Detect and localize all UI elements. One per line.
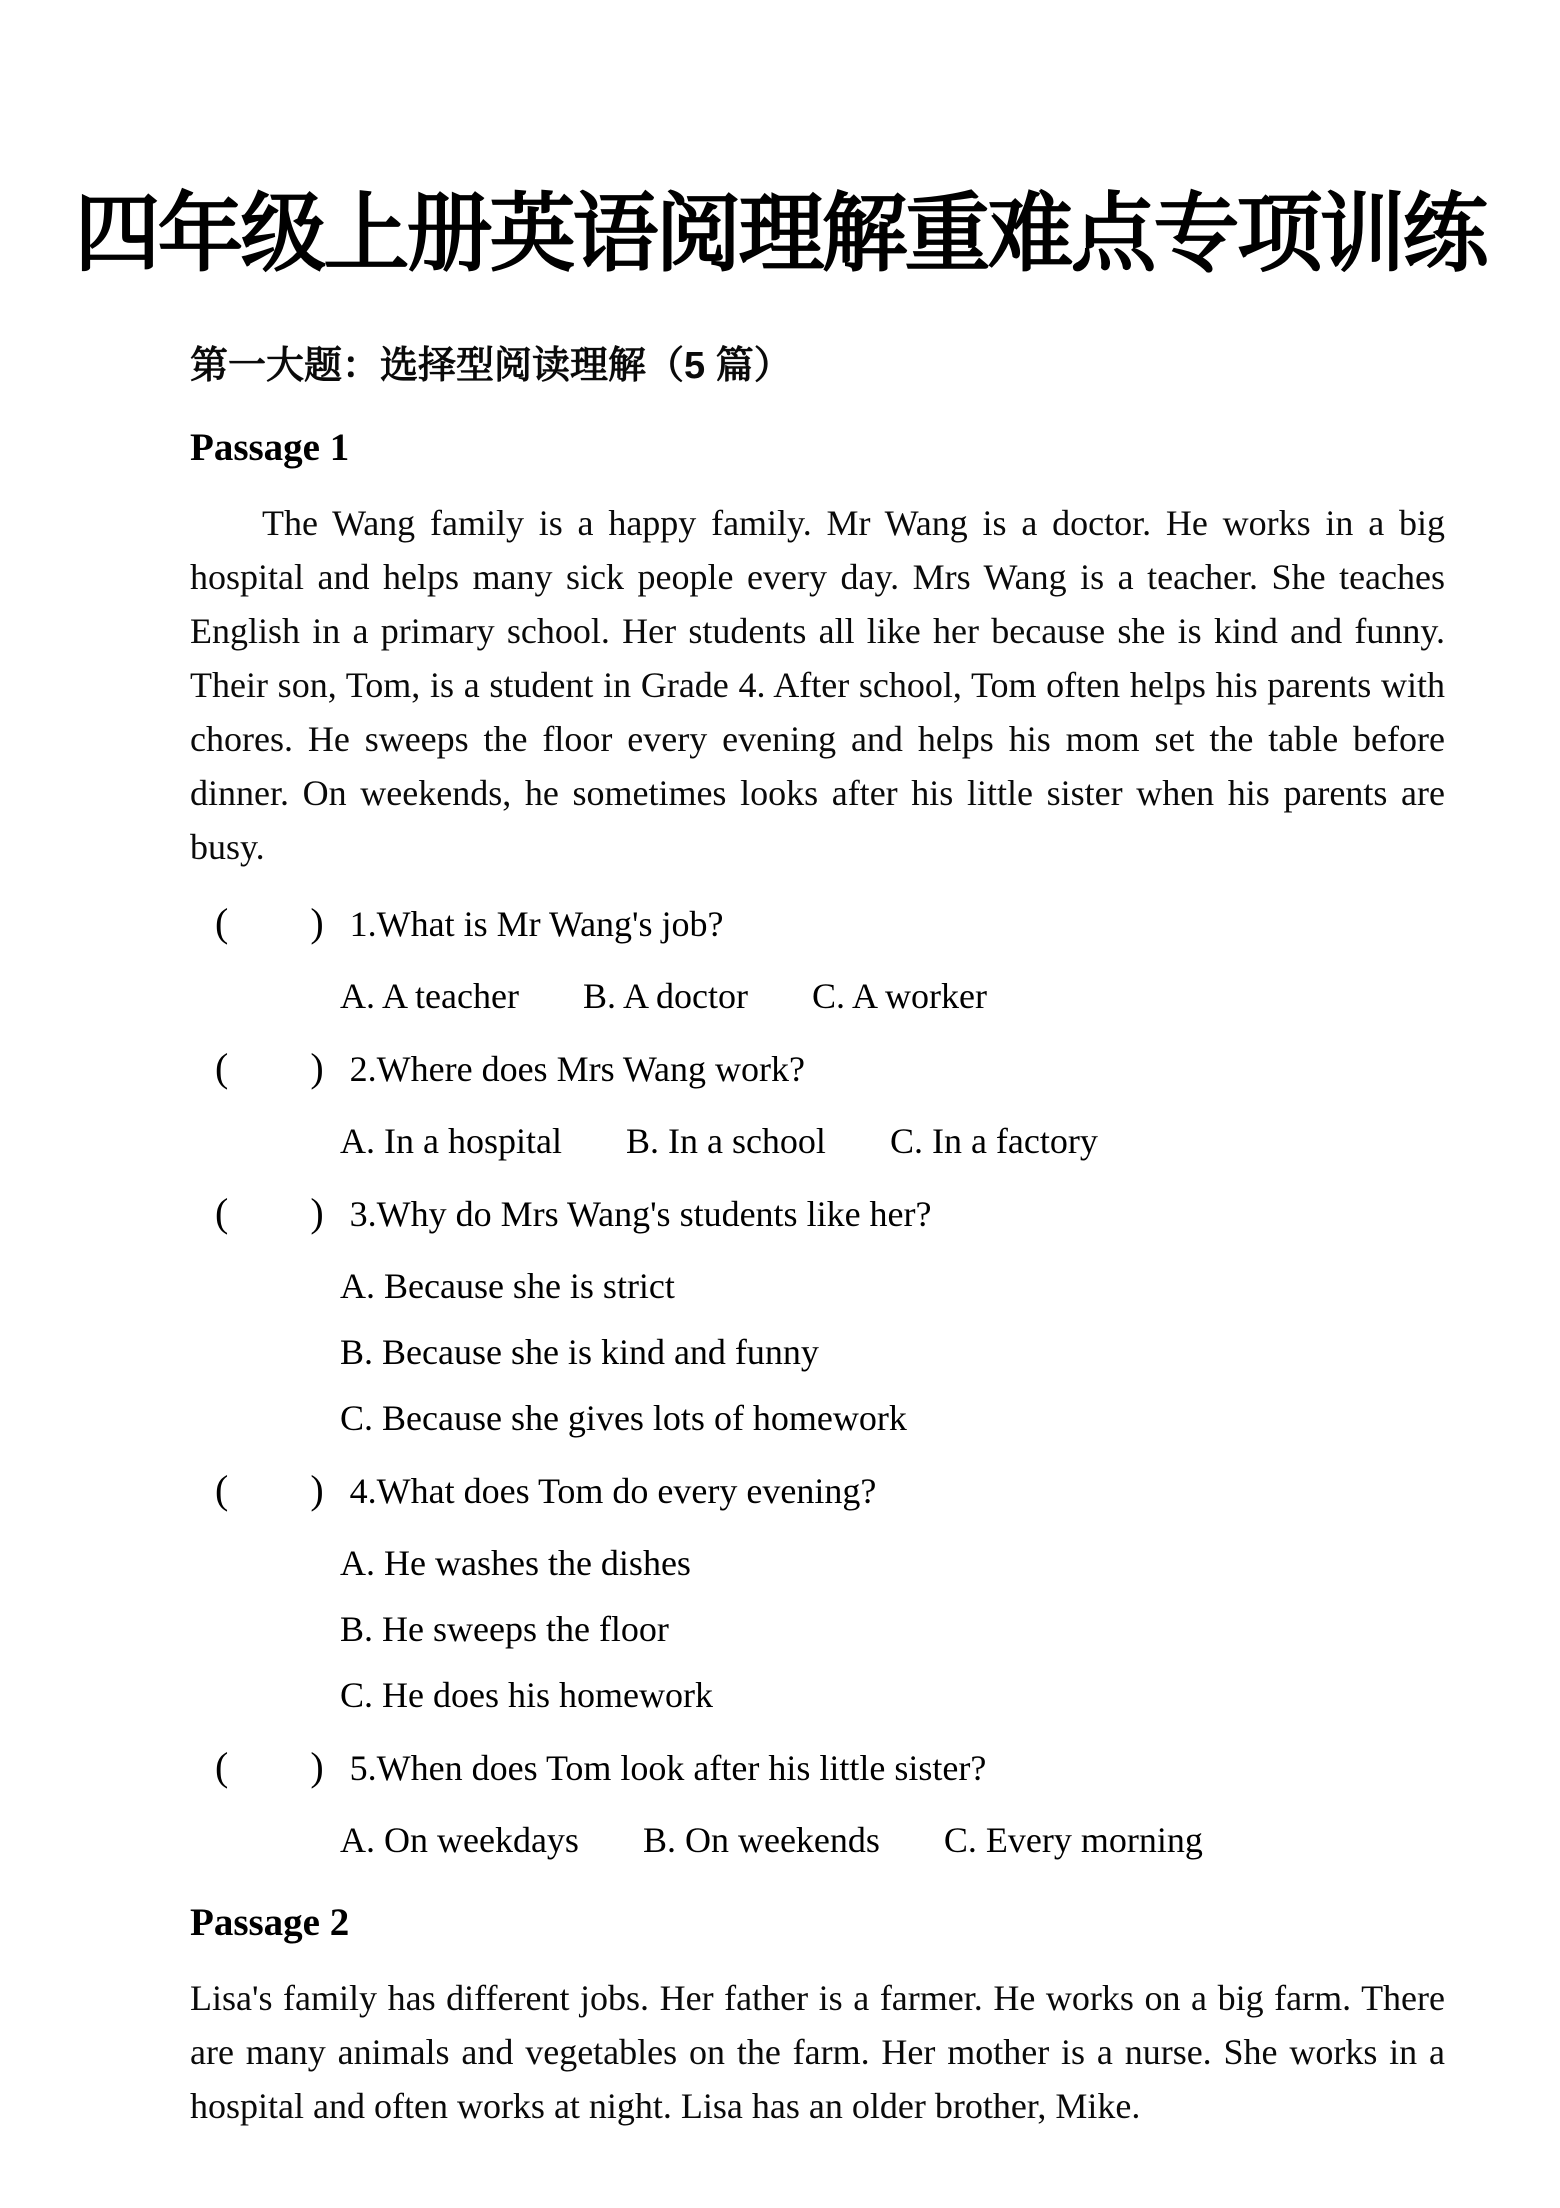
answer-bracket-close: ) — [310, 1044, 324, 1090]
question-1-option-a: A. A teacher — [340, 975, 519, 1016]
question-1-options — [340, 973, 1560, 1019]
answer-bracket-close: ) — [310, 899, 324, 945]
question-5-label: 5.When does Tom look after his little sister? — [349, 1747, 987, 1788]
question-4-option-b: B. He sweeps the floor — [340, 1608, 669, 1649]
question-1 — [215, 900, 1560, 947]
question-4-option-c: C. He does his homework — [340, 1674, 713, 1715]
page-title: 四年级上册英语阅理解重难点专项训练 — [74, 185, 1486, 282]
question-3-option-b: B. Because she is kind and funny — [340, 1331, 819, 1372]
question-2-label: 2.Where does Mrs Wang work? — [349, 1048, 805, 1089]
passage-2-text: Lisa's family has different jobs. Her father is a farmer. He works on a big farm. There are many animals and vegetables on the farm. Her mother is a nurse. She works in a hospital and often works at night. Lisa has an older brother, Mike. — [190, 1977, 1445, 2126]
passage-2-heading: Passage 2 — [190, 1900, 350, 1944]
question-3 — [215, 1190, 1560, 1237]
question-3-label: 3.Why do Mrs Wang's students like her? — [349, 1193, 932, 1234]
question-4-option-a: A. He washes the dishes — [340, 1542, 691, 1583]
question-2 — [215, 1045, 1560, 1092]
question-2-option-c: C. In a factory — [889, 1120, 1098, 1161]
answer-bracket-close: ) — [310, 1466, 324, 1512]
question-1-option-c: C. A worker — [811, 975, 987, 1016]
question-5-option-c: C. Every morning — [943, 1819, 1203, 1860]
answer-bracket-open: ( — [215, 899, 229, 945]
question-3-option-a: A. Because she is strict — [340, 1265, 675, 1306]
question-3-option-c: C. Because she gives lots of homework — [340, 1397, 907, 1438]
passage-1-text: The Wang family is a happy family. Mr Wang is a doctor. He works in a big hospital and helps many sick people every day. Mrs Wang is a teacher. She teaches English in a primary school. Her students all like her because she is kind and funny. Their son, Tom, is a student in Grade 4. After school, Tom often helps his parents with chores. He sweeps the floor every evening and helps his mom set the table before dinner. On weekends, he sometimes looks after his little sister when his parents are busy. — [190, 502, 1445, 867]
answer-bracket-close: ) — [310, 1743, 324, 1789]
answer-bracket-open: ( — [215, 1044, 229, 1090]
question-4 — [215, 1467, 1560, 1514]
question-1-option-b: B. A doctor — [582, 975, 748, 1016]
question-1-label: 1.What is Mr Wang's job? — [349, 903, 724, 944]
section-heading: 第一大题：选择型阅读理解（5 篇） — [190, 344, 792, 387]
question-2-options — [340, 1118, 1560, 1164]
answer-bracket-open: ( — [215, 1743, 229, 1789]
question-4-label: 4.What does Tom do every evening? — [349, 1470, 877, 1511]
passage-1-heading: Passage 1 — [190, 425, 350, 469]
answer-bracket-close: ) — [310, 1189, 324, 1235]
question-5-option-a: A. On weekdays — [340, 1819, 579, 1860]
question-5 — [215, 1744, 1560, 1791]
question-5-option-b: B. On weekends — [642, 1819, 880, 1860]
question-5-options — [340, 1817, 1560, 1863]
question-2-option-a: A. In a hospital — [340, 1120, 562, 1161]
question-2-option-b: B. In a school — [625, 1120, 826, 1161]
answer-bracket-open: ( — [215, 1466, 229, 1512]
answer-bracket-open: ( — [215, 1189, 229, 1235]
